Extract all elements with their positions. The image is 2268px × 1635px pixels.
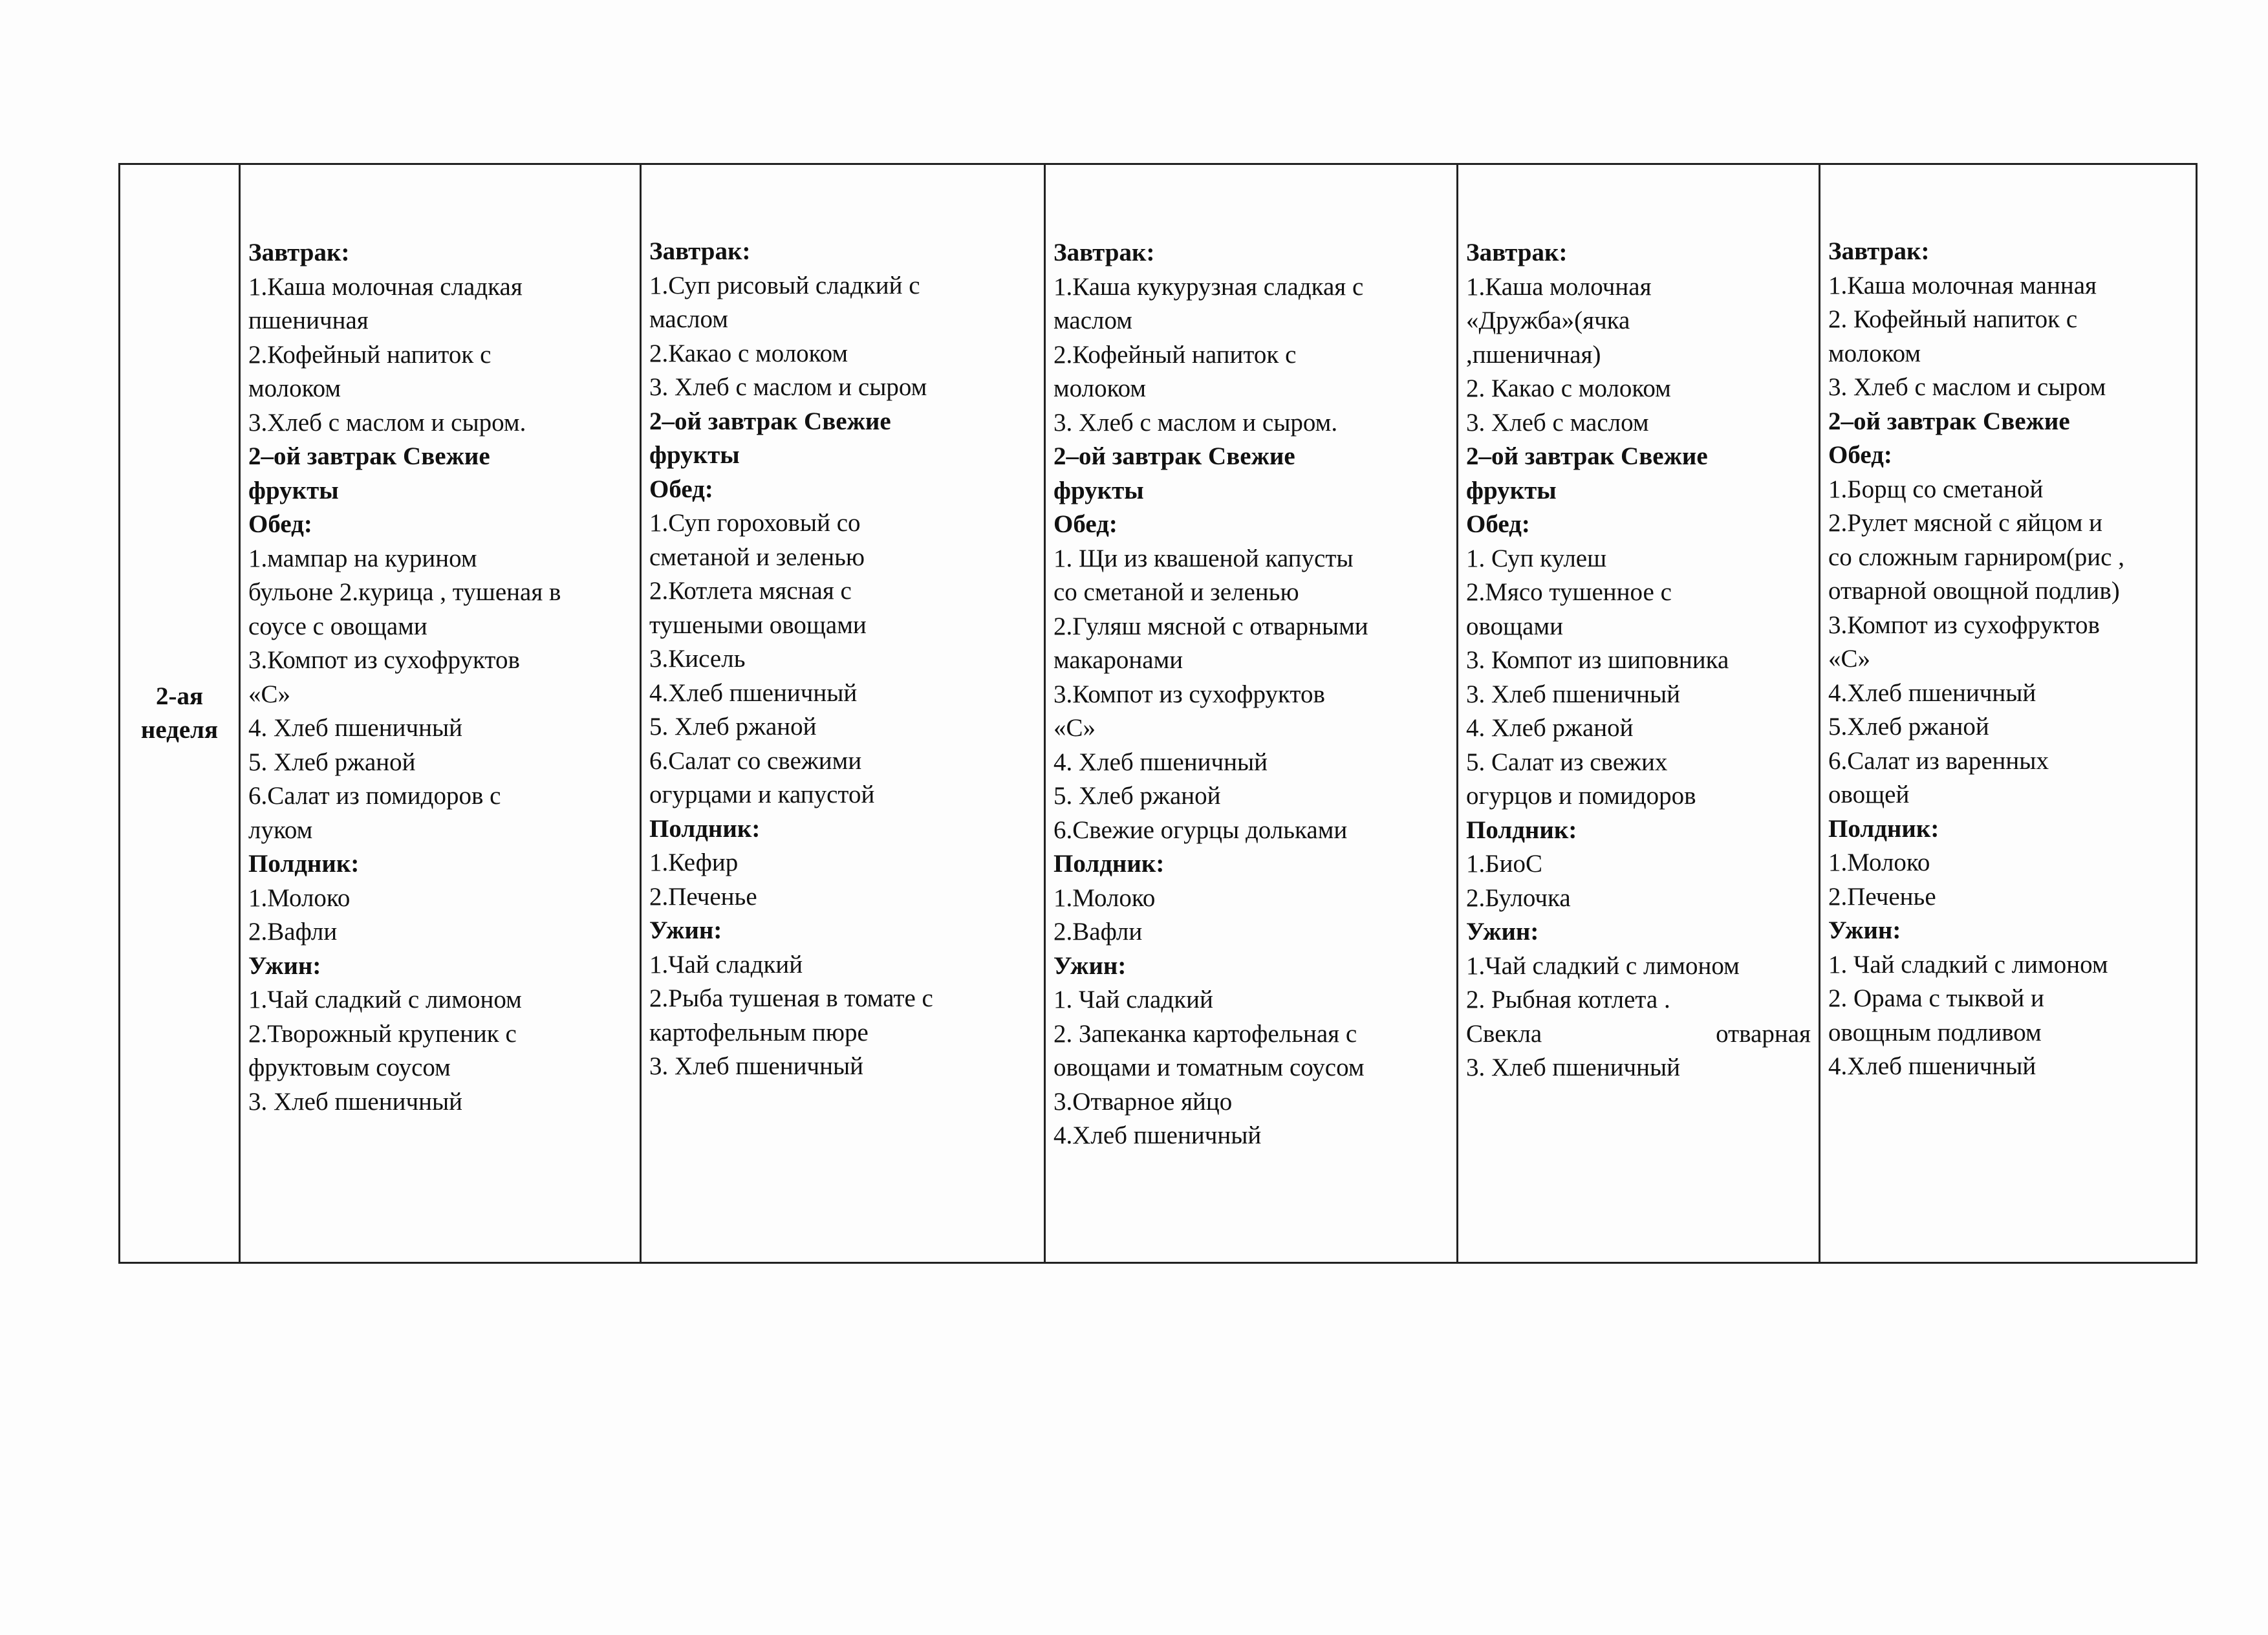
menu-item: 1.Кефир — [649, 849, 739, 876]
menu-item: ,пшеничная) — [1466, 340, 1601, 369]
menu-item: 2.Кофейный напиток с — [1053, 340, 1297, 369]
menu-item: 1.Каша молочная манная — [1828, 271, 2097, 299]
menu-item: 3. Хлеб пшеничный — [1466, 680, 1681, 708]
weekly-menu-table — [118, 163, 2198, 1264]
menu-item: маслом — [649, 305, 728, 333]
menu-item: 1.Каша кукурузная сладкая с — [1053, 272, 1364, 301]
meal-heading: Обед: — [649, 475, 713, 503]
menu-item: 1.Молоко — [1828, 849, 1930, 876]
menu-item: 1. Щи из квашеной капусты — [1053, 544, 1354, 572]
day-menu-2 — [641, 164, 1045, 1263]
menu-item: 2.Печенье — [1828, 882, 1936, 911]
menu-item: 1.Чай сладкий — [649, 950, 803, 979]
menu-item: «Дружба»(ячка — [1466, 307, 1630, 334]
meal-heading: Завтрак: — [1828, 237, 1930, 265]
menu-item: молоком — [1053, 374, 1147, 402]
menu-item: со сложным гарниром(рис , — [1828, 543, 2124, 571]
menu-item: 1. Суп кулеш — [1466, 544, 1607, 572]
meal-heading: Обед: — [248, 510, 312, 538]
menu-item: 6.Салат из помидоров с — [248, 782, 501, 810]
menu-item: 5. Хлеб ржаной — [248, 748, 416, 776]
menu-item: Свекла отварная — [1466, 1019, 1811, 1048]
menu-item: 4.Хлеб пшеничный — [649, 678, 858, 707]
menu-item: соусе с овощами — [248, 612, 427, 640]
menu-item: овощей — [1828, 781, 1910, 808]
meal-heading: 2–ой завтрак Свежие — [248, 442, 490, 470]
menu-item: 2.Рыба тушеная в томате с — [649, 984, 933, 1012]
meal-heading: фрукты — [248, 476, 339, 504]
menu-item: овощами и томатным соусом — [1053, 1054, 1365, 1081]
meal-heading: фрукты — [1053, 476, 1144, 504]
meal-heading: Завтрак: — [1053, 239, 1155, 266]
menu-item: 1.Чай сладкий с лимоном — [248, 986, 522, 1013]
menu-item: 1.Каша молочная — [1466, 272, 1652, 301]
menu-item: фруктовым соусом — [248, 1054, 451, 1081]
menu-item: 2.Кофейный напиток с — [248, 340, 491, 369]
menu-item: 2.Рулет мясной с яйцом и — [1828, 509, 2103, 537]
menu-item: огурцов и помидоров — [1466, 782, 1696, 810]
menu-item: 1. Чай сладкий — [1053, 986, 1213, 1013]
meal-heading: 2–ой завтрак Свежие — [649, 407, 891, 435]
menu-item: овощами — [1466, 612, 1564, 640]
menu-item: пшеничная — [248, 307, 369, 334]
menu-item: 3.Отварное яйцо — [1053, 1087, 1233, 1116]
menu-item: 6.Салат из варенных — [1828, 746, 2049, 775]
menu-item: огурцами и капустой — [649, 781, 875, 808]
week-word: неделя — [140, 716, 219, 744]
menu-item: 2. Орама с тыквой и — [1828, 984, 2044, 1012]
meal-heading: фрукты — [649, 441, 740, 469]
menu-item: 3. Хлеб с маслом и сыром. — [1053, 408, 1338, 437]
menu-item: 1.БиоС — [1466, 850, 1543, 878]
menu-item: 4. Хлеб пшеничный — [248, 714, 463, 742]
menu-item: 5. Хлеб ржаной — [649, 713, 817, 741]
menu-item: «С» — [248, 680, 291, 708]
menu-item: тушеными овощами — [649, 611, 867, 639]
menu-item: макаронами — [1053, 646, 1183, 674]
menu-item: 2.Творожный крупеник с — [248, 1019, 517, 1048]
menu-item: 2. Рыбная котлета . — [1466, 986, 1670, 1013]
menu-item: картофельным пюре — [649, 1018, 869, 1046]
menu-item: 4.Хлеб пшеничный — [1828, 1052, 2036, 1080]
menu-item: 4.Хлеб пшеничный — [1053, 1121, 1262, 1149]
meal-heading: Ужин: — [1466, 918, 1539, 946]
menu-item: 2. Какао с молоком — [1466, 374, 1671, 402]
menu-item: 3. Хлеб пшеничный — [248, 1087, 463, 1116]
menu-item: 1.Суп рисовый сладкий с — [649, 271, 920, 299]
meal-heading: 2–ой завтрак Свежие — [1828, 407, 2070, 435]
menu-item: сметаной и зеленью — [649, 543, 865, 571]
meal-heading: Ужин: — [248, 951, 321, 980]
menu-item: 3.Компот из сухофруктов — [248, 646, 520, 674]
meal-heading: Полдник: — [1053, 850, 1165, 878]
menu-item: отварной овощной подлив) — [1828, 577, 2120, 605]
menu-item: 2.Печенье — [649, 882, 757, 911]
week-number: 2-ая — [155, 682, 204, 710]
menu-item: 5. Хлеб ржаной — [1053, 782, 1221, 810]
menu-item: 1.Борщ со сметаной — [1828, 475, 2044, 503]
meal-heading: Обед: — [1828, 441, 1892, 469]
menu-item: 3.Кисель — [649, 645, 746, 673]
menu-item: 4.Хлеб пшеничный — [1828, 678, 2036, 707]
meal-heading: Полдник: — [248, 850, 360, 878]
meal-heading: Ужин: — [1053, 951, 1127, 980]
menu-item: 1.Суп гороховый со — [649, 509, 861, 537]
menu-item: 3. Хлеб пшеничный — [1466, 1054, 1681, 1081]
menu-item: 3.Компот из сухофруктов — [1053, 680, 1325, 708]
menu-item: 3.Компот из сухофруктов — [1828, 611, 2100, 639]
menu-item: 1.Каша молочная сладкая — [248, 272, 523, 301]
menu-item: 3. Компот из шиповника — [1466, 646, 1729, 674]
meal-heading: Завтрак: — [1466, 239, 1568, 266]
meal-heading: Завтрак: — [649, 237, 751, 265]
menu-item: 6.Свежие огурцы дольками — [1053, 816, 1348, 844]
meal-heading: Полдник: — [649, 814, 761, 843]
menu-item: 2.Какао с молоком — [649, 339, 848, 367]
week-label-cell — [120, 164, 240, 1263]
day-menu-3 — [1045, 164, 1458, 1263]
menu-item: 2.Мясо тушенное с — [1466, 578, 1672, 606]
meal-heading: Обед: — [1053, 510, 1118, 538]
meal-heading: 2–ой завтрак Свежие — [1466, 442, 1708, 470]
menu-item: молоком — [248, 374, 341, 402]
menu-item: 5. Салат из свежих — [1466, 748, 1668, 776]
menu-item: 1. Чай сладкий с лимоном — [1828, 950, 2108, 979]
menu-item: 1.Молоко — [248, 883, 351, 912]
meal-heading: Ужин: — [1828, 916, 1901, 944]
menu-item: «С» — [1053, 714, 1096, 742]
menu-item: молоком — [1828, 339, 1921, 367]
meal-heading: Обед: — [1466, 510, 1530, 538]
menu-item: 3.Хлеб с маслом и сыром. — [248, 408, 526, 437]
menu-item: 2.Гуляш мясной с отварными — [1053, 612, 1368, 640]
menu-item: 2.Котлета мясная с — [649, 577, 852, 605]
menu-item: 3. Хлеб пшеничный — [649, 1052, 864, 1080]
day-menu-4 — [1458, 164, 1820, 1263]
week-row — [120, 164, 2197, 1263]
meal-heading: Полдник: — [1466, 816, 1577, 844]
menu-item: 1.Чай сладкий с лимоном — [1466, 951, 1740, 980]
menu-item: 2.Булочка — [1466, 883, 1571, 912]
meal-heading: Ужин: — [649, 916, 722, 944]
menu-item: «С» — [1828, 645, 1871, 673]
day-menu-1 — [240, 164, 641, 1263]
meal-heading: Полдник: — [1828, 814, 1939, 843]
menu-item: маслом — [1053, 307, 1132, 334]
menu-item: 4. Хлеб ржаной — [1466, 714, 1634, 742]
menu-item: 3. Хлеб с маслом и сыром — [1828, 373, 2106, 401]
menu-item: 2.Вафли — [248, 918, 338, 946]
menu-item: со сметаной и зеленью — [1053, 578, 1299, 606]
menu-item: 3. Хлеб с маслом — [1466, 408, 1649, 437]
menu-item: луком — [248, 816, 313, 844]
menu-item: 2. Запеканка картофельная с — [1053, 1019, 1357, 1048]
menu-item: овощным подливом — [1828, 1018, 2042, 1046]
meal-heading: фрукты — [1466, 476, 1557, 504]
menu-item: 3. Хлеб с маслом и сыром — [649, 373, 927, 401]
menu-item: 1.мампар на курином — [248, 544, 477, 572]
meal-heading: 2–ой завтрак Свежие — [1053, 442, 1295, 470]
menu-item: 6.Салат со свежими — [649, 746, 862, 775]
menu-item: 5.Хлеб ржаной — [1828, 713, 1989, 741]
menu-item: 4. Хлеб пшеничный — [1053, 748, 1268, 776]
menu-item: 1.Молоко — [1053, 883, 1156, 912]
menu-item: бульоне 2.курица , тушеная в — [248, 578, 561, 606]
meal-heading: Завтрак: — [248, 239, 350, 266]
menu-item: 2.Вафли — [1053, 918, 1143, 946]
day-menu-5 — [1820, 164, 2197, 1263]
menu-item: 2. Кофейный напиток с — [1828, 305, 2078, 333]
